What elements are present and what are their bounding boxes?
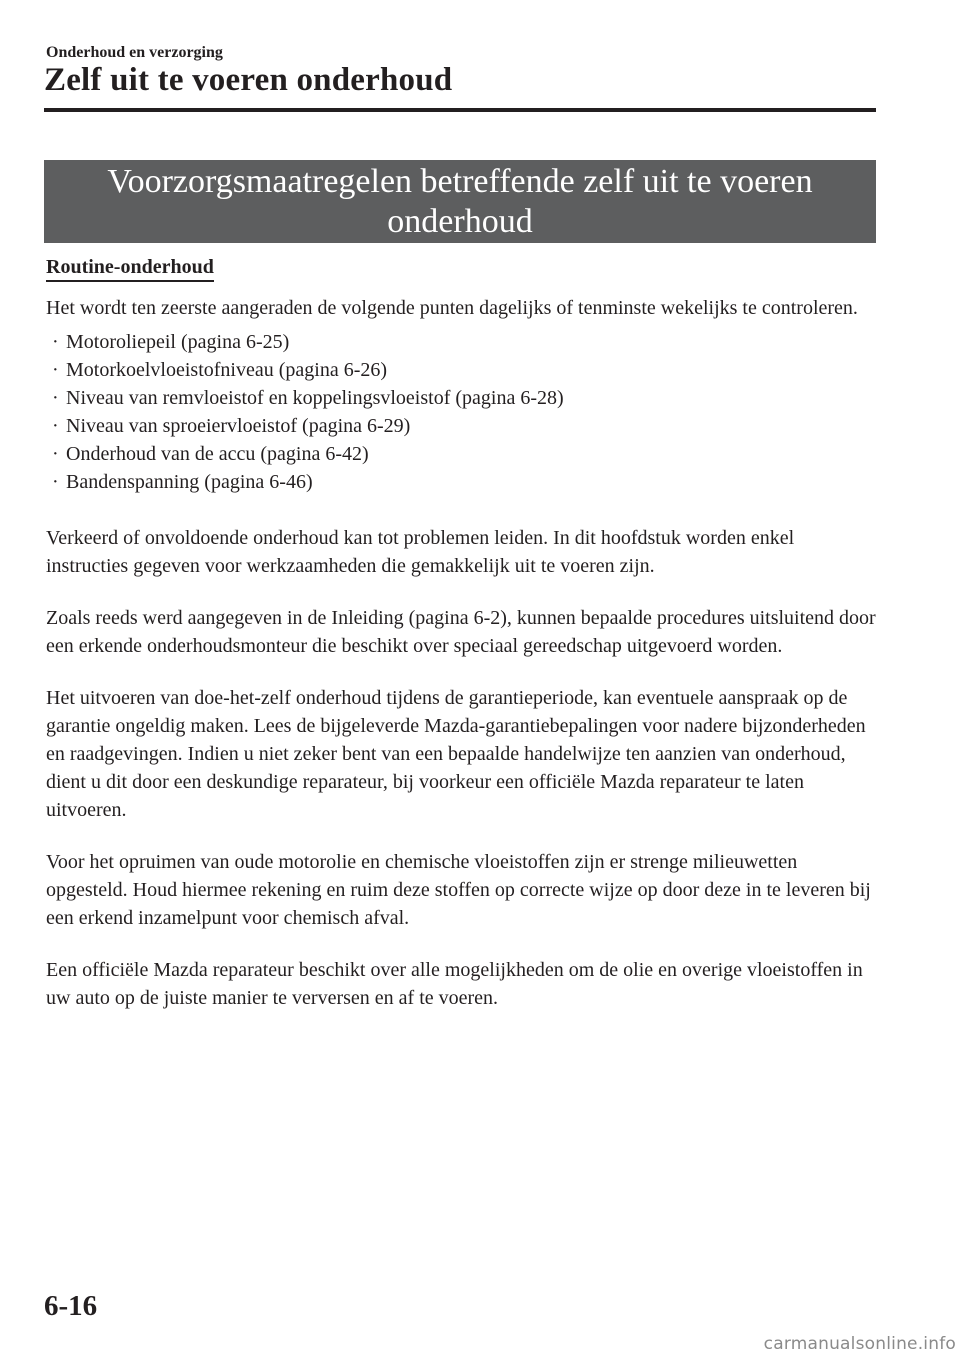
list-item-text: Bandenspanning (pagina 6-46) bbox=[66, 471, 313, 493]
list-item bbox=[50, 412, 876, 440]
paragraph-procedures: Zoals reeds werd aangegeven in de Inleiding (pagina 6-2), kunnen bepaalde procedures uitsluitend door een erkende onderhoudsmonteur die beschikt over speciaal gereedschap uitgevoerd worden. bbox=[46, 607, 876, 657]
list-item bbox=[50, 468, 876, 496]
paragraph-dealer: Een officiële Mazda reparateur beschikt over alle mogelijkheden om de olie en overige vloeistoffen in uw auto op de juiste manier te verversen en af te voeren. bbox=[46, 959, 863, 1009]
section-label: Onderhoud en verzorging bbox=[46, 44, 223, 61]
bullet-icon: · bbox=[52, 359, 59, 381]
bullet-icon: · bbox=[52, 471, 59, 493]
bullet-icon: · bbox=[52, 331, 59, 353]
intro-paragraph: Het wordt ten zeerste aangeraden de volgende punten dagelijks of tenminste wekelijks te controleren. bbox=[46, 297, 858, 319]
check-list bbox=[46, 328, 876, 496]
watermark: carmanualsonline.info bbox=[763, 1334, 956, 1354]
bullet-icon: · bbox=[52, 387, 59, 409]
banner-title-line-1: Voorzorgsmaatregelen betreffende zelf uit te voeren bbox=[107, 163, 813, 200]
list-item-text: Niveau van remvloeistof en koppelingsvloeistof (pagina 6-28) bbox=[66, 387, 564, 409]
paragraph-improper-maintenance: Verkeerd of onvoldoende onderhoud kan tot problemen leiden. In dit hoofdstuk worden enkel instructies gegeven voor werkzaamheden die gemakkelijk uit te voeren zijn. bbox=[46, 527, 795, 577]
list-item bbox=[50, 328, 876, 356]
list-item-text: Niveau van sproeiervloeistof (pagina 6-29) bbox=[66, 415, 411, 437]
page-number: 6-16 bbox=[44, 1290, 98, 1322]
list-item bbox=[50, 384, 876, 412]
section-banner bbox=[44, 160, 876, 243]
bullet-icon: · bbox=[52, 415, 59, 437]
banner-title-line-2: onderhoud bbox=[387, 203, 533, 240]
chapter-title-rule bbox=[44, 108, 876, 112]
list-item-text: Onderhoud van de accu (pagina 6-42) bbox=[66, 443, 369, 465]
list-item-text: Motoroliepeil (pagina 6-25) bbox=[66, 331, 290, 353]
list-item bbox=[50, 440, 876, 468]
subheading-routine-maintenance: Routine-onderhoud bbox=[46, 254, 214, 282]
paragraph-environment: Voor het opruimen van oude motorolie en chemische vloeistoffen zijn er strenge milieuwetten opgesteld. Houd hiermee rekening en ruim deze stoffen op correcte wijze op door deze in te leveren bij een erkend inzamelpunt voor chemisch afval. bbox=[46, 851, 871, 929]
paragraph-warranty: Het uitvoeren van doe-het-zelf onderhoud tijdens de garantieperiode, kan eventuele aanspraak op de garantie ongeldig maken. Lees de bijgeleverde Mazda-garantiebepalingen voor nadere bijzonderheden en raadgevingen. Indien u niet zeker bent van een bepaalde handelwijze ten aanzien van onderhoud, dient u dit door een deskundige reparateur, bij voorkeur een officiële Mazda reparateur te laten uitvoeren. bbox=[46, 687, 866, 821]
main-content bbox=[46, 252, 876, 1036]
chapter-title: Zelf uit te voeren onderhoud bbox=[44, 62, 453, 98]
list-item bbox=[50, 356, 876, 384]
bullet-icon: · bbox=[52, 443, 59, 465]
list-item-text: Motorkoelvloeistofniveau (pagina 6-26) bbox=[66, 359, 388, 381]
